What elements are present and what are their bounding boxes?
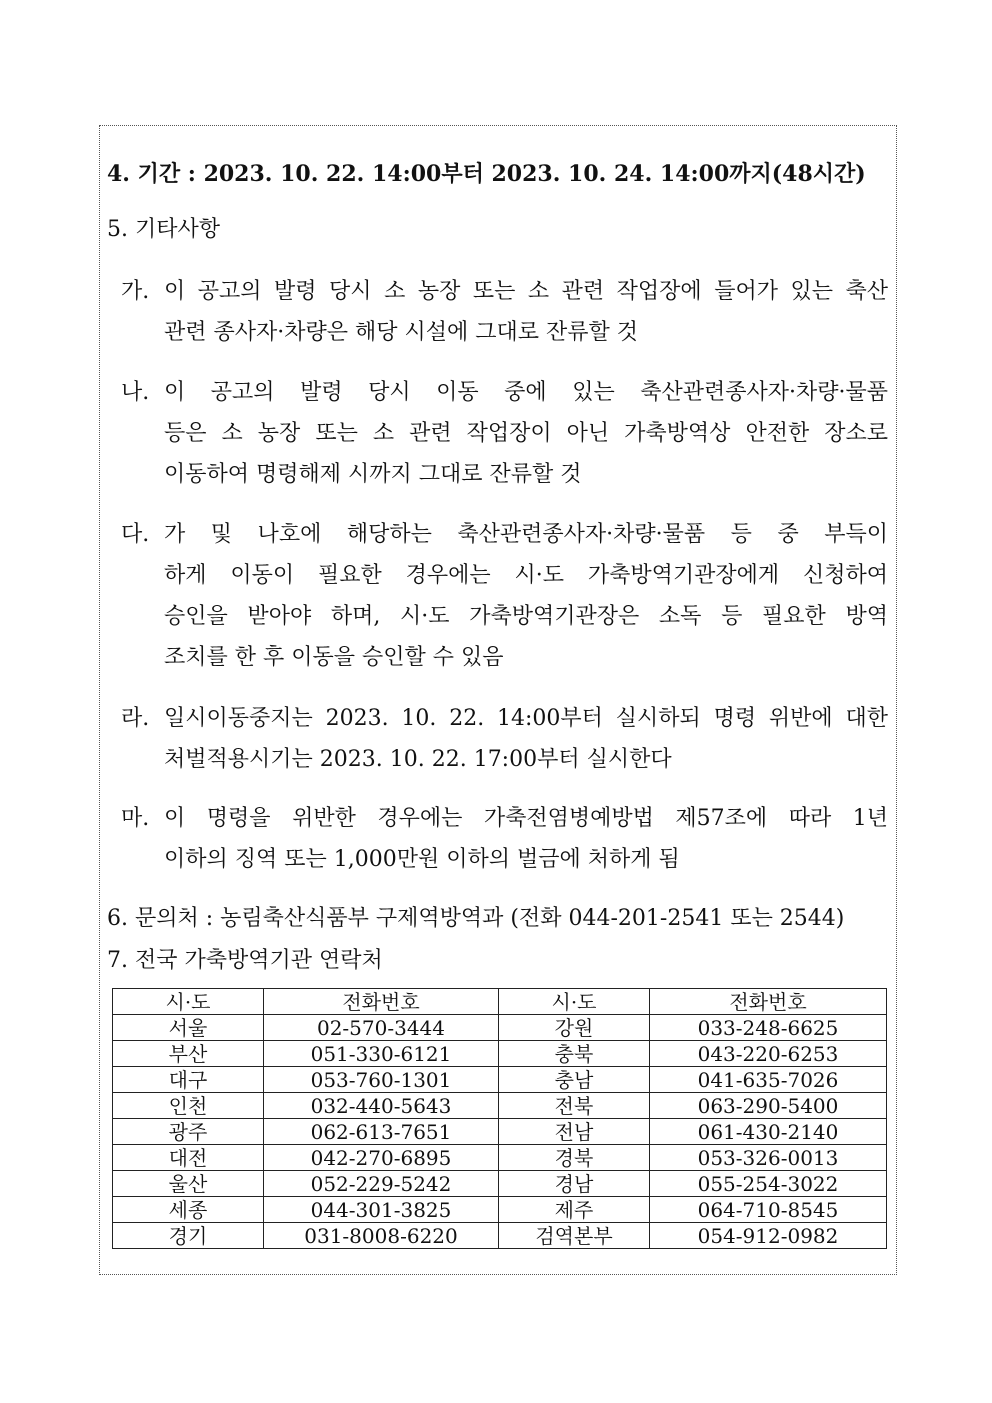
- region-cell: 경남: [499, 1171, 650, 1197]
- phone-cell: 054-912-0982: [650, 1223, 887, 1249]
- item-text: [164, 698, 888, 780]
- header-phone: 전화번호: [264, 989, 499, 1015]
- item-label: 라.: [121, 706, 150, 731]
- phone-cell: 062-613-7651: [264, 1119, 499, 1145]
- item-line: 조치를 한 후 이동을 승인할 수 있음: [164, 645, 504, 670]
- section-6-contact: 6. 문의처 : 농림축산식품부 구제역방역과 (전화 044-201-2541 또는 2544): [107, 906, 845, 931]
- phone-cell: 063-290-5400: [650, 1093, 887, 1119]
- item-line: 등은 소 농장 또는 소 관련 작업장이 아닌 가축방역상 안전한 장소로: [164, 421, 888, 446]
- table-row: [113, 1171, 887, 1197]
- item-text: [164, 514, 888, 678]
- region-cell: 전북: [499, 1093, 650, 1119]
- phone-cell: 064-710-8545: [650, 1197, 887, 1223]
- region-cell: 광주: [113, 1119, 264, 1145]
- table-header-row: [113, 989, 887, 1015]
- region-cell: 전남: [499, 1119, 650, 1145]
- region-cell: 검역본부: [499, 1223, 650, 1249]
- item-line: 일시이동중지는 2023. 10. 22. 14:00부터 실시하되 명령 위반에 대한: [164, 706, 888, 731]
- phone-cell: 042-270-6895: [264, 1145, 499, 1171]
- item-line: 처벌적용시기는 2023. 10. 22. 17:00부터 실시한다: [164, 747, 672, 772]
- phone-cell: 033-248-6625: [650, 1015, 887, 1041]
- phone-cell: 02-570-3444: [264, 1015, 499, 1041]
- table-row: [113, 1067, 887, 1093]
- item-line: 가 및 나호에 해당하는 축산관련종사자·차량·물품 등 중 부득이: [164, 522, 888, 547]
- table-row: [113, 1093, 887, 1119]
- table-row: [113, 1197, 887, 1223]
- item-line: 이 공고의 발령 당시 소 농장 또는 소 관련 작업장에 들어가 있는 축산: [164, 279, 888, 304]
- region-cell: 서울: [113, 1015, 264, 1041]
- phone-cell: 044-301-3825: [264, 1197, 499, 1223]
- contacts-table: [112, 988, 887, 1249]
- header-phone: 전화번호: [650, 989, 887, 1015]
- phone-cell: 031-8008-6220: [264, 1223, 499, 1249]
- table-row: [113, 1015, 887, 1041]
- region-cell: 인천: [113, 1093, 264, 1119]
- table-row: [113, 1119, 887, 1145]
- item-line: 관련 종사자·차량은 해당 시설에 그대로 잔류할 것: [164, 320, 638, 345]
- item-label: 마.: [121, 806, 150, 831]
- table-row: [113, 1041, 887, 1067]
- phone-cell: 032-440-5643: [264, 1093, 499, 1119]
- item-line: 이하의 징역 또는 1,000만원 이하의 벌금에 처하게 됨: [164, 847, 680, 872]
- item-text: [164, 798, 888, 880]
- section-5-title: 5. 기타사항: [107, 217, 220, 242]
- region-cell: 울산: [113, 1171, 264, 1197]
- item-line: 이동하여 명령해제 시까지 그대로 잔류할 것: [164, 462, 582, 487]
- phone-cell: 053-760-1301: [264, 1067, 499, 1093]
- region-cell: 세종: [113, 1197, 264, 1223]
- region-cell: 대전: [113, 1145, 264, 1171]
- phone-cell: 041-635-7026: [650, 1067, 887, 1093]
- item-label: 다.: [121, 522, 150, 547]
- phone-cell: 055-254-3022: [650, 1171, 887, 1197]
- region-cell: 경기: [113, 1223, 264, 1249]
- table-row: [113, 1145, 887, 1171]
- item-line: 이 공고의 발령 당시 이동 중에 있는 축산관련종사자·차량·물품: [164, 380, 888, 405]
- item-line: 이 명령을 위반한 경우에는 가축전염병예방법 제57조에 따라 1년: [164, 806, 888, 831]
- item-label: 가.: [121, 279, 150, 304]
- section-7-title: 7. 전국 가축방역기관 연락처: [107, 948, 383, 973]
- region-cell: 충남: [499, 1067, 650, 1093]
- phone-cell: 061-430-2140: [650, 1119, 887, 1145]
- phone-cell: 051-330-6121: [264, 1041, 499, 1067]
- item-text: [164, 372, 888, 495]
- region-cell: 대구: [113, 1067, 264, 1093]
- region-cell: 제주: [499, 1197, 650, 1223]
- table-row: [113, 1223, 887, 1249]
- item-line: 승인을 받아야 하며, 시·도 가축방역기관장은 소독 등 필요한 방역: [164, 604, 888, 629]
- header-region: 시·도: [113, 989, 264, 1015]
- section-4-period: 4. 기간 : 2023. 10. 22. 14:00부터 2023. 10. 24. 14:00까지(48시간): [107, 161, 866, 187]
- phone-cell: 053-326-0013: [650, 1145, 887, 1171]
- region-cell: 부산: [113, 1041, 264, 1067]
- phone-cell: 052-229-5242: [264, 1171, 499, 1197]
- item-label: 나.: [121, 380, 150, 405]
- header-region: 시·도: [499, 989, 650, 1015]
- phone-cell: 043-220-6253: [650, 1041, 887, 1067]
- item-line: 하게 이동이 필요한 경우에는 시·도 가축방역기관장에게 신청하여: [164, 563, 888, 588]
- region-cell: 강원: [499, 1015, 650, 1041]
- region-cell: 충북: [499, 1041, 650, 1067]
- item-text: [164, 271, 888, 353]
- region-cell: 경북: [499, 1145, 650, 1171]
